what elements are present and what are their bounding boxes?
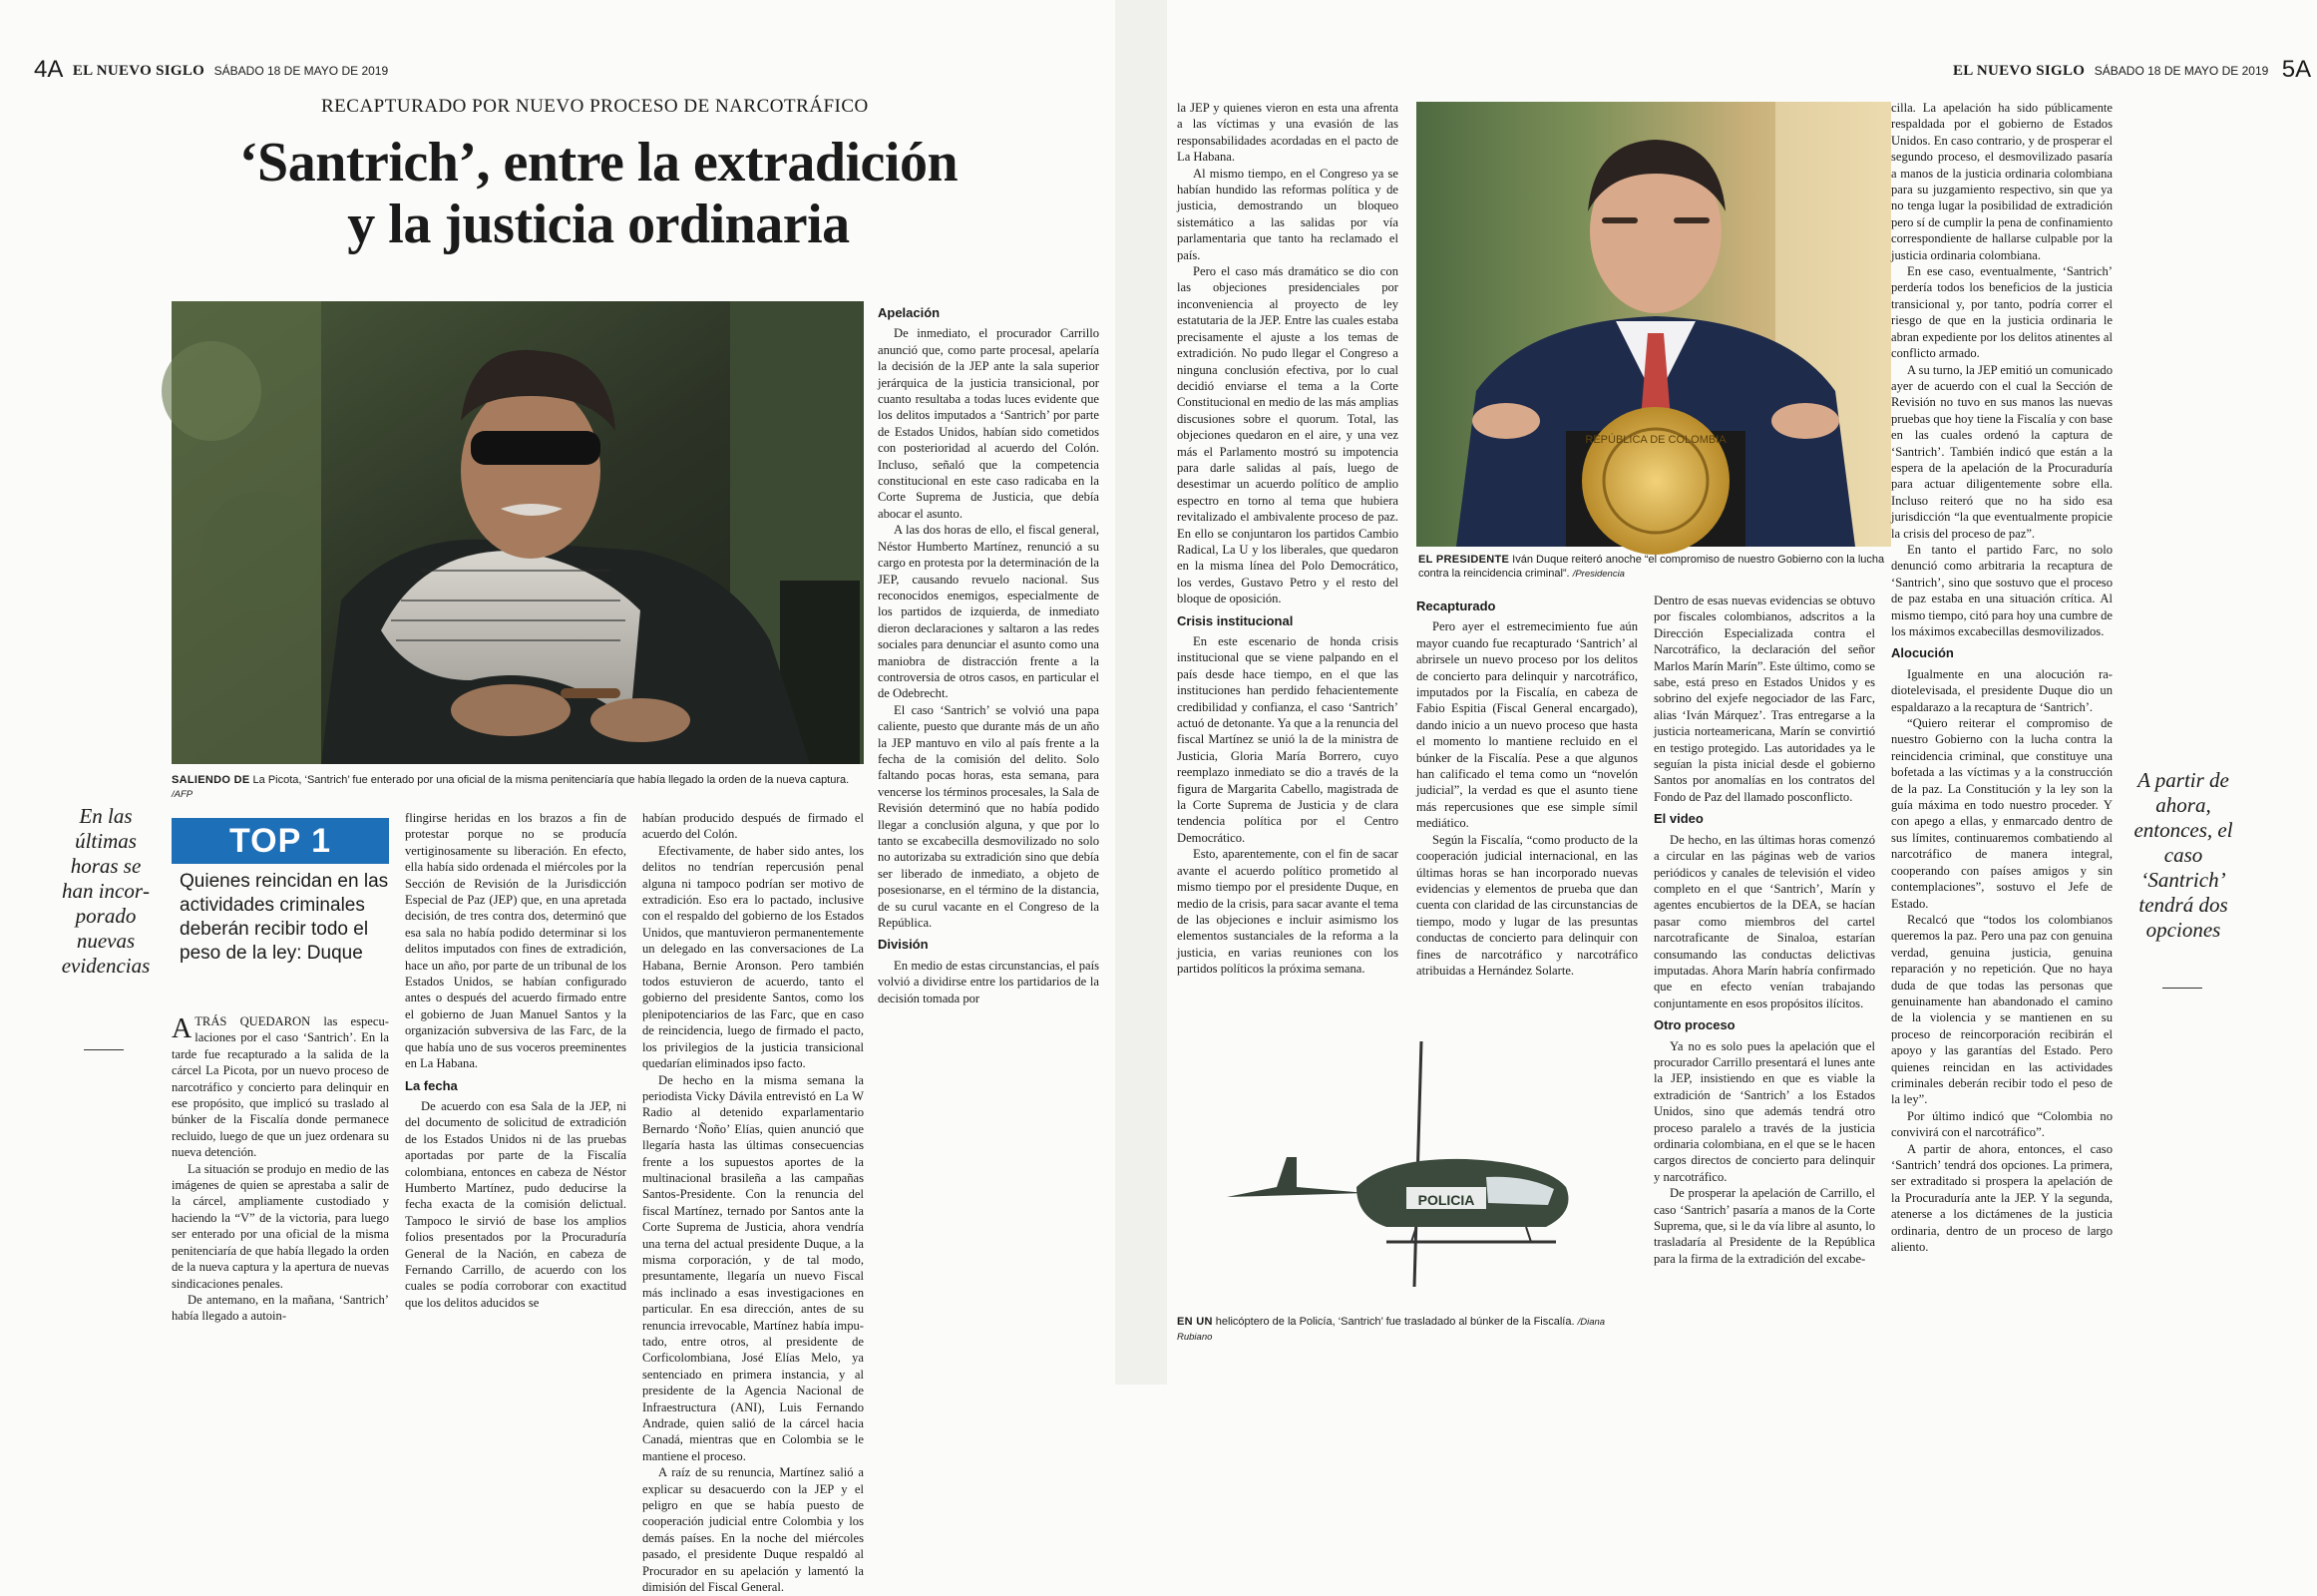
caption-text: La Picota, ‘Santrich’ fue enterado por una oficial de la misma penitenciaría que había llegado la orden de la nueva captura. xyxy=(252,774,850,786)
col4-paragraph-1: De inmediato, el procurador Carrillo anunció que, como parte procesal, apelaría la decisión de la JEP ante la sala superior jerárquica de la justicia transicional, por cuanto resultaba a todas luces evidente que los delitos imputados a ‘Santrich’ por parte de Estados Unidos, habían sido cometidos con posterioridad al acuerdo del Colón. Incluso, señaló que la competencia constitucional en este caso radicaba en la Corte Suprema de Justicia, que debía abocar el asunto. xyxy=(878,326,1099,521)
santrich-photo xyxy=(172,301,864,764)
page-number: 5A xyxy=(2281,56,2312,83)
duque-photo-caption xyxy=(1418,553,1887,582)
colA-subhead-crisis: Crisis institucional xyxy=(1177,612,1294,628)
col4-paragraph-4: En medio de estas circunstancias, el país volvió a dividirse entre los partidarios de la decisión tomada por xyxy=(878,958,1099,1005)
left-side-quote: En las últimas horas se han incorporado nuevas evidencias xyxy=(61,804,151,978)
colB-paragraph-2: Según la Fiscalía, “como producto de la cooperación judicial internacional, en las últimas horas se han incorporado nuevas evidencias y elementos de prueba que dan cuenta con claridad de las circunstancias de tiempo, modo y lugar de las presuntas conductas de concierto para delinquir con fines de narcotráfico y narcotráfico atribuidas a Hernández Solarte. xyxy=(1416,832,1638,978)
col1-paragraph-3: De antemano, en la mañana, ‘Santrich’ había llegado a autoin- xyxy=(172,1292,389,1324)
colA-paragraph-5: Esto, aparentemente, con el fin de sacar avante el acuerdo político prometido al mismo tiempo por el presidente Duque, en medio de la crisis, para sacar avante el tema de las objeciones e incluir asimismo los elementos sustanciales de la reforma a la justicia, en varias reuniones con los partidos políticos la próxima semana. xyxy=(1177,847,1398,977)
caption-lead: EN UN xyxy=(1177,1316,1213,1328)
left-col-3 xyxy=(642,810,864,1595)
colD-paragraph-2: En ese caso, eventualmente, ‘Santrich’ perdería todos los beneficios de la justicia transicional y, por tanto, podría correr el riesgo de que en la justicia ordinaria le abran expediente por los delitos atinentes al conflicto armado. xyxy=(1891,264,2113,361)
left-side-quote-rule xyxy=(84,1049,124,1050)
col4-paragraph-2: A las dos horas de ello, el fiscal general, Néstor Humberto Martínez, renunció a su cargo en protesta por la determinación de la JEP, causando revuelo nacional. Sus reconocidos enemigos, especialmente de los partidos de izquierda, de inmediato dieron declaraciones y saltaron a las redes sociales para denunciar el asunto como una maniobra de distracción frente a la controversia de otros casos, en particular el de Odebrecht. xyxy=(878,523,1099,701)
colC-paragraph-4: De prosperar la apelación de Carrillo, el caso ‘Santrich’ pasaría a manos de la Corte Suprema, que, si le da vía libre al asunto, lo trasladaría al Presidente de la República para la firma de la extradición del excabe- xyxy=(1654,1186,1875,1266)
newspaper-brand: EL NUEVO SIGLO xyxy=(72,63,205,79)
colC-subhead-otro-proceso: Otro proceso xyxy=(1654,1017,1736,1033)
colD-subhead-alocucion: Alocución xyxy=(1891,645,1954,661)
right-col-b xyxy=(1416,593,1638,1031)
headline-line-2: y la justicia ordinaria xyxy=(347,194,850,255)
caption-text: helicóptero de la Policía, ‘Santrich’ fue trasladado al búnker de la Fiscalía. xyxy=(1215,1316,1575,1328)
right-col-c xyxy=(1654,593,1875,1343)
issue-date: SÁBADO 18 DE MAYO DE 2019 xyxy=(2094,64,2269,78)
colD-paragraph-3: A su turno, la JEP emitió un comunicado ayer de acuerdo con el cual la Sección de Revisión no tuvo en sus manos las nuevas pruebas que hoy tiene la Fiscalía y con base en las cuales ordenó la captura de ‘Santrich’. También indicó que están a la espera de la apelación de la Procuraduría para actuar diligentemente sobre ella. Incluso reiteró que no ha sido esa jurisdicción “la que eventualmente propicie la crisis del proceso de paz”. xyxy=(1891,362,2113,541)
col3-paragraph-3: De hecho en la misma semana la periodista Vicky Dávila entrevistó en La W Radio al detenido exparlamentario Bernardo ‘Ñoño’ Elías, quien anunció que llegaría hasta las últimas consecuencias frente a los supuestos aportes de la multinacional brasileña a las campañas Santos-Presidente. Con la renuncia del fiscal Martínez, ternado por Santos ante la Corte Suprema de Justicia, ahora vendría una terna del actual presidente Duque, a la misma corporación, y de tal modo, presuntamente, llegaría un nuevo Fiscal más inclinado a esas investigaciones en particular. En esa dirección, antes de su renuncia irrevocable, Martínez había imputado, entre otros, al presidente de Corficolombiana, José Elías Melo, ya sentenciado en primera instancia, y al presidente de la Agencia Nacional de Infraestructura (ANI), Luis Fernando Andrade, quien salió de la cárcel hacia Canadá, mientras que en Colombia se le mantiene el proceso. xyxy=(642,1072,864,1463)
colD-paragraph-4: En tanto el partido Farc, no solo denunció como arbitraria la recaptura de ‘Santrich’, sino que sostuvo que el proceso de paz estaba en una situación crítica. Al mismo tiempo, citó para hoy una cumbre de los máximos excabecillas desmovilizados. xyxy=(1891,542,2113,638)
colA-paragraph-2: Al mismo tiempo, en el Congreso ya se habían hundido las reformas política y de justicia, demostrando un bloqueo sistemático a las salidas por vía parlamentaria que tanto ha reclamado el país. xyxy=(1177,166,1398,262)
helicopter-photo xyxy=(1217,1037,1636,1307)
colD-paragraph-5: Igualmente en una alocución radiotelevisada, el presidente Duque dio un espaldarazo a la recaptura de ‘Santrich’. xyxy=(1891,666,2113,714)
colD-paragraph-9: A partir de ahora, entonces, el caso ‘Santrich’ tendrá dos opciones. La primera, ser extraditado si prospera la apelación de la Procuraduría ante la JEP. Y la segunda, atenerse a los dictámenes de la justicia ordinaria, dentro de un proceso de largo aliento. xyxy=(1891,1141,2113,1255)
col4-subhead-apelacion: Apelación xyxy=(878,305,941,320)
page-number: 4A xyxy=(34,56,64,83)
col4-paragraph-3: El caso ‘Santrich’ se volvió una papa caliente, puesto que durante más de un año la JEP mantuvo en vilo al país frente a la fecha de la comisión del delito. Solo faltando pocas horas, esta semana, para vencerse los términos procesales, la Sala de Revisión determinó que no había podido llegar a conclusión alguna, y que por lo tanto se excabecilla desmovilizado no solo no autorizaba su extradición sino que debía ser liberado de inmediato, a objeto de posesionarse, en el término de la distancia, de su curul vacante en el Congreso de la República. xyxy=(878,702,1099,931)
colA-paragraph-3: Pero el caso más dramático se dio con las objeciones presidenciales por inconveniencia al proyecto de ley estatutaria de la JEP. Entre las cuales estaba precisamente el ajuste a los temas de extradición. No pudo llegar el Congreso a ninguna conclusión efectiva, por lo cual decidió enviarse el tema a la Corte Constitucional en medio de las más amplias discusiones sobre el quorum. Total, las objeciones quedaron en el aire, y una vez más el Parlamento mostró su impotencia para darle salidas al país, luego de desestimar un acuerdo político de amplio espectro en torno al tema que hubiera revitalizado el ambivalente proceso de paz. En ello se conjuntaron los partidos Cambio Radical, La U y los liberales, que quedaron en la misma línea del Polo Democrático, los verdes, Gustavo Petro y el resto del bloque de oposición. xyxy=(1177,264,1398,606)
top1-badge: TOP 1 xyxy=(172,818,389,864)
col1-paragraph-1: ATRÁS QUEDARON las especulaciones por el caso ‘Santrich’. En la tarde fue recapturado a la salida de la cárcel La Picota, por un nuevo proceso de narcotráfico y concierto para delinquir en ese propósito, que implicó su traslado al búnker de la Fiscalía donde permanece recluido, luego de que un juez ordenara su nueva detención. xyxy=(172,1013,389,1160)
right-side-quote-rule xyxy=(2162,988,2202,989)
svg-text:POLICIA: POLICIA xyxy=(1417,1192,1475,1208)
colD-paragraph-8: Por último indicó que “Colombia no convivirá con el narcotráfico”. xyxy=(1891,1108,2113,1140)
colD-paragraph-7: Recalcó que “todos los colombianos queremos la paz. Pero una paz con genuina verdad, genuina justicia, genuina reparación y no repetición. Que no haya duda de que todas las personas que genuinamente han abandonado el camino de la violencia y se mantienen en su proceso de reincorporación recibirán el apoyo y las garantías del Estado. Pero quienes reincidan en las actividades criminales deberán recibir todo el peso de la ley”. xyxy=(1891,912,2113,1107)
caption-credit: /AFP xyxy=(172,789,193,800)
podium-seal-text: REPÚBLICA DE COLOMBIA xyxy=(1585,434,1727,446)
col3-paragraph-4: A raíz de su renuncia, Martínez salió a explicar su desacuerdo con la JEP y el peligro en que se había puesto de cooperación judicial entre Colombia y los demás países. En la noche del miércoles pasado, el presidente Duque respaldó al Procurador en su apelación y lamentó la dimisión del Fiscal General. xyxy=(642,1465,864,1595)
col1-paragraph-2: La situación se produjo en medio de las imágenes de quien se aprestaba a salir de la cárcel, ampliamente custodiado y haciendo la “V” de la victoria, para luego ser enterado por una oficial de la misma penitenciaría de que había llegado la orden de la nueva captura y la apertura de nuevas sindicaciones penales. xyxy=(172,1161,389,1291)
newspaper-brand: EL NUEVO SIGLO xyxy=(1953,63,2086,79)
left-page-header xyxy=(34,56,388,84)
colB-paragraph-1: Pero ayer el estremecimiento fue aún mayor cuando fue recapturado ‘Santrich’ al abrirsele un nuevo proceso por los delitos de concierto para delinquir y narcotráfico, imputados por la Fiscalía, en cabeza de Fabio Espitia (Fiscal General encargado), dando inicio a un nuevo proceso que hasta el momento lo mantiene recluido en el búnker de la Fiscalía. Pese a que algunos han calificado el tema como un “novelón judicial”, la verdad es que el asunto tiene más repercusiones que ese simple símil mediático. xyxy=(1416,619,1638,831)
colD-paragraph-1: cilla. La apelación ha sido públicamente respaldada por el gobierno de Estados Unidos. En caso contrario, y de prosperar el segundo proceso, el desmovilizado pasaría a manos de la justicia ordinaria colombiana para su juzgamiento respectivo, sin que ya no tenga lugar la posibilidad de extradición pero sí de cumplir la pena de confinamiento correspondiente de hallarse culpable por la justicia ordinaria colombiana. xyxy=(1891,101,2113,262)
duque-photo-image xyxy=(1416,102,1891,547)
headline-line-1: ‘Santrich’, entre la extradición xyxy=(238,132,959,194)
col2-subhead-la-fecha: La fecha xyxy=(405,1077,458,1093)
colA-paragraph-4: En este escenario de honda crisis institucional que se viene palpando en el país desde hace tiempo, en el que las instituciones han perdido fehacientemente credibilidad y confianza, el caso ‘Santrich’ actuó de detonante. Ya que a la renuncia del fiscal Martínez se unió la de la ministra de Justicia, Gloria María Borrero, cuyo reemplazo inmediato se dio a través de la figura de Margarita Cabello, magistrada de la Corte Suprema de Justicia y de clara tendencia política por el Centro Democrático. xyxy=(1177,634,1398,845)
caption-credit: /Diana Rubiano xyxy=(1177,1317,1606,1343)
article-kicker: RECAPTURADO POR NUEVO PROCESO DE NARCOTRÁFICO xyxy=(321,96,869,117)
duque-photo xyxy=(1416,102,1891,547)
left-col-1 xyxy=(172,1013,389,1343)
caption-lead: EL PRESIDENTE xyxy=(1418,554,1510,566)
santrich-photo-caption xyxy=(172,773,864,802)
right-side-quote: A partir de ahora, entonces, el caso ‘Santrich’ tendrá dos opciones xyxy=(2133,768,2233,942)
colC-paragraph-1: Dentro de esas nuevas evidencias se obtuvo por fiscales colombianos, adscritos a la Dirección Especializada contra el Narcotráfico, la declaración del señor Marlos Marín Marín”. Este último, como se sabe, está preso en Estados Unidos y es sobrino del exjefe negociador de las Farc, alias ‘Iván Márquez’. Tras entregarse a la justicia norteamericana, Marín se convirtió en testigo protegido. Las autoridades ya le seguían la pista inicial desde el gobierno Santos por anomalías en los contratos del Fondo de Paz del llamado posconflicto. xyxy=(1654,594,1875,804)
helicopter-photo-caption xyxy=(1177,1315,1636,1345)
dropcap: A xyxy=(172,1013,193,1044)
right-page-header xyxy=(1953,56,2317,84)
left-col-2 xyxy=(405,810,626,1343)
issue-date: SÁBADO 18 DE MAYO DE 2019 xyxy=(213,64,389,78)
page-gutter xyxy=(1115,0,1167,1385)
col4-subhead-division: División xyxy=(878,937,929,953)
caption-lead: SALIENDO DE xyxy=(172,774,250,786)
colC-paragraph-3: Ya no es solo pues la apelación que el procurador Carrillo presentará el lunes ante la JEP, insistiendo en que es viable la extradición de ‘Santrich’ a los Estados Unidos, sino que además tendrá otro proceso paralelo a través de la justicia ordinaria colombiana, en el que se le hacen cargos directos de concierto para delinquir y narcotráfico. xyxy=(1654,1038,1875,1184)
caption-text: Iván Duque reiteró anoche “el compromiso de nuestro Gobierno con la lucha contra la reincidencia criminal”. xyxy=(1418,554,1885,580)
col2-paragraph-2: De acuerdo con esa Sala de la JEP, ni del documento de solicitud de extradición de los Estados Unidos ni de las pruebas aportadas por parte de la Fiscalía colombiana, entonces en cabeza de Néstor Humberto Martínez, pudo deducirse la fecha exacta de la comisión delictual. Tampoco le sirvió de base los amplios folios presentados por la Procuraduría General de la Nación, en cabeza de Fernando Carrillo, de acuerdo con los cuales se podía corroborar con exactitud que los delitos aducidos se xyxy=(405,1098,626,1310)
colA-paragraph-1: la JEP y quienes vieron en esta una afrenta a las víctimas y una evasión de las responsabilidades acordadas en el pacto de La Habana. xyxy=(1177,101,1398,165)
col2-paragraph-1: flingirse heridas en los brazos a fin de protestar porque no se producía vertiginosamente su liberación. En efecto, ella había sido ordenada el miércoles por la Sección de Revisión de la Jurisdicción Especial de Paz (JEP) que, en una apretada decisión, de tres contra dos, determinó que esa sala no había podido determinar si los delitos imputados con fines de extradición, hace un año, por parte de un tribunal de los Estados Unidos, se habían configurado antes o después del acuerdo firmado entre el gobierno de Juan Manuel Santos y la organización subversiva de las Farc, de la que había uno de sus voceros preeminentes en La Habana. xyxy=(405,811,626,1071)
santrich-photo-image xyxy=(172,301,864,764)
article-headline xyxy=(180,132,1017,255)
colC-subhead-el-video: El video xyxy=(1654,811,1704,827)
caption-credit: /Presidencia xyxy=(1572,569,1625,580)
top1-summary: Quienes reincidan en las actividades criminales deberán recibir todo el peso de la ley: Duque xyxy=(180,871,389,964)
col3-paragraph-2: Efectivamente, de haber sido antes, los delitos no tendrían repercusión penal alguna ni tampoco podrían ser motivo de extradición. Eso era lo pactado, inclusive con el respaldo del gobierno de los Estados Unidos, que mantuvieron permanentemente un delegado en las conversaciones de La Habana, Bernie Aronson. Pero también todos estuvieron de acuerdo, tanto el gobierno del presidente Santos, como los plenipotenciarios de las Farc, que en caso de reincidencia, luego de firmado el pacto, los privilegios de la justicia transicional quedarían eliminados ipso facto. xyxy=(642,843,864,1071)
helicopter-image xyxy=(1217,1037,1636,1307)
col3-paragraph-1: habían producido después de firmado el acuerdo del Colón. xyxy=(642,811,864,842)
right-col-d xyxy=(1891,100,2113,1343)
colB-subhead-recapturado: Recapturado xyxy=(1416,598,1496,613)
colC-paragraph-2: De hecho, en las últimas horas comenzó a circular en las páginas web de varios periódicos y canales de televisión el video completo en el que ‘Santrich’, Marín y agentes encubiertos de la DEA, se hacían pasar como miembros del cartel narcotraficante de Sinaloa, estarían consumando las conductas delictivas imputadas. Ahora Marín habría confirmado que en efecto venían trabajando conjuntamente en esos propósitos ilícitos. xyxy=(1654,832,1875,1010)
left-col-4 xyxy=(878,299,1099,1343)
colD-paragraph-6: “Quiero reiterar el compromiso de nuestro Gobierno con la lucha contra la reincidencia criminal, que constituye una bofetada a las víctimas y a la construcción de la paz. La Constitución y la ley son la guía máxima en todo nuestro proceder. Y con apego a ellas, y enmarcado dentro de sus límites, continuaremos combatiendo al narcotráfico de manera integral, cooperando con países amigos y sin contemplaciones”, sostuvo el Jefe de Estado. xyxy=(1891,716,2113,911)
